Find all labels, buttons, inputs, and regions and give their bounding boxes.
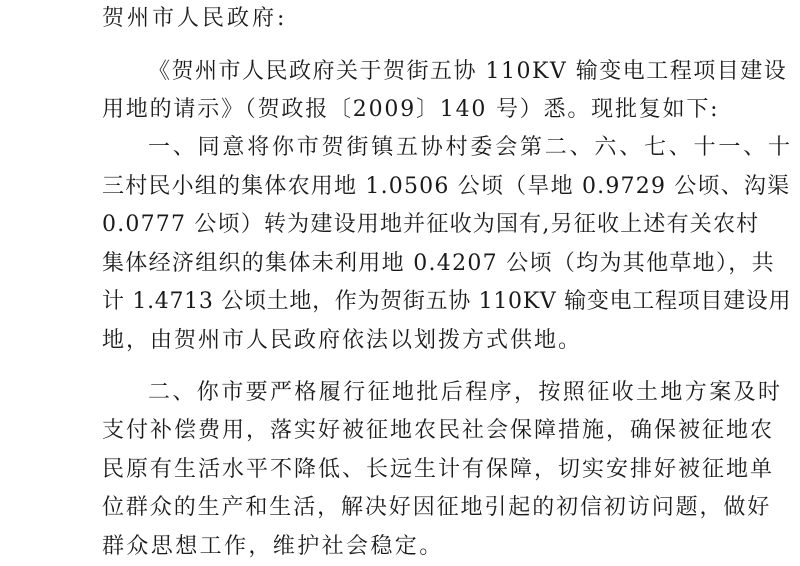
text-line: 一、同意将你市贺街镇五协村委会第二、六、七、十一、十 bbox=[148, 135, 793, 160]
text-line: 群众思想工作，维护社会稳定。 bbox=[102, 534, 444, 559]
text-line: 位群众的生产和生活，解决好因征地引起的初信初访问题，做好 bbox=[102, 495, 772, 520]
text-line: 二、你市要严格履行征地批后程序，按照征收土地方案及时 bbox=[148, 380, 783, 405]
text-line: 三村民小组的集体农用地 1.0506 公顷（旱地 0.9729 公顷、沟渠 bbox=[102, 174, 791, 199]
text-line: 地，由贺州市人民政府依法以划拨方式供地。 bbox=[102, 328, 583, 353]
salutation: 贺州市人民政府: bbox=[102, 6, 288, 31]
text-line: 民原有生活水平不降低、长远生计有保障，切实安排好被征地单 bbox=[102, 457, 775, 482]
text-line: 用地的请示》（贺政报〔2009〕140 号）悉。现批复如下: bbox=[102, 97, 720, 122]
text-line: 《贺州市人民政府关于贺街五协 110KV 输变电工程项目建设 bbox=[148, 59, 788, 84]
text-line: 0.0777 公顷）转为建设用地并征收为国有,另征收上述有关农村 bbox=[102, 212, 760, 237]
text-line: 支付补偿费用，落实好被征地农民社会保障措施，确保被征地农 bbox=[102, 418, 775, 443]
text-line: 集体经济组织的集体未利用地 0.4207 公顷（均为其他草地），共 bbox=[102, 251, 775, 276]
text-line: 计 1.4713 公顷土地，作为贺街五协 110KV 输变电工程项目建设用 bbox=[102, 289, 792, 314]
